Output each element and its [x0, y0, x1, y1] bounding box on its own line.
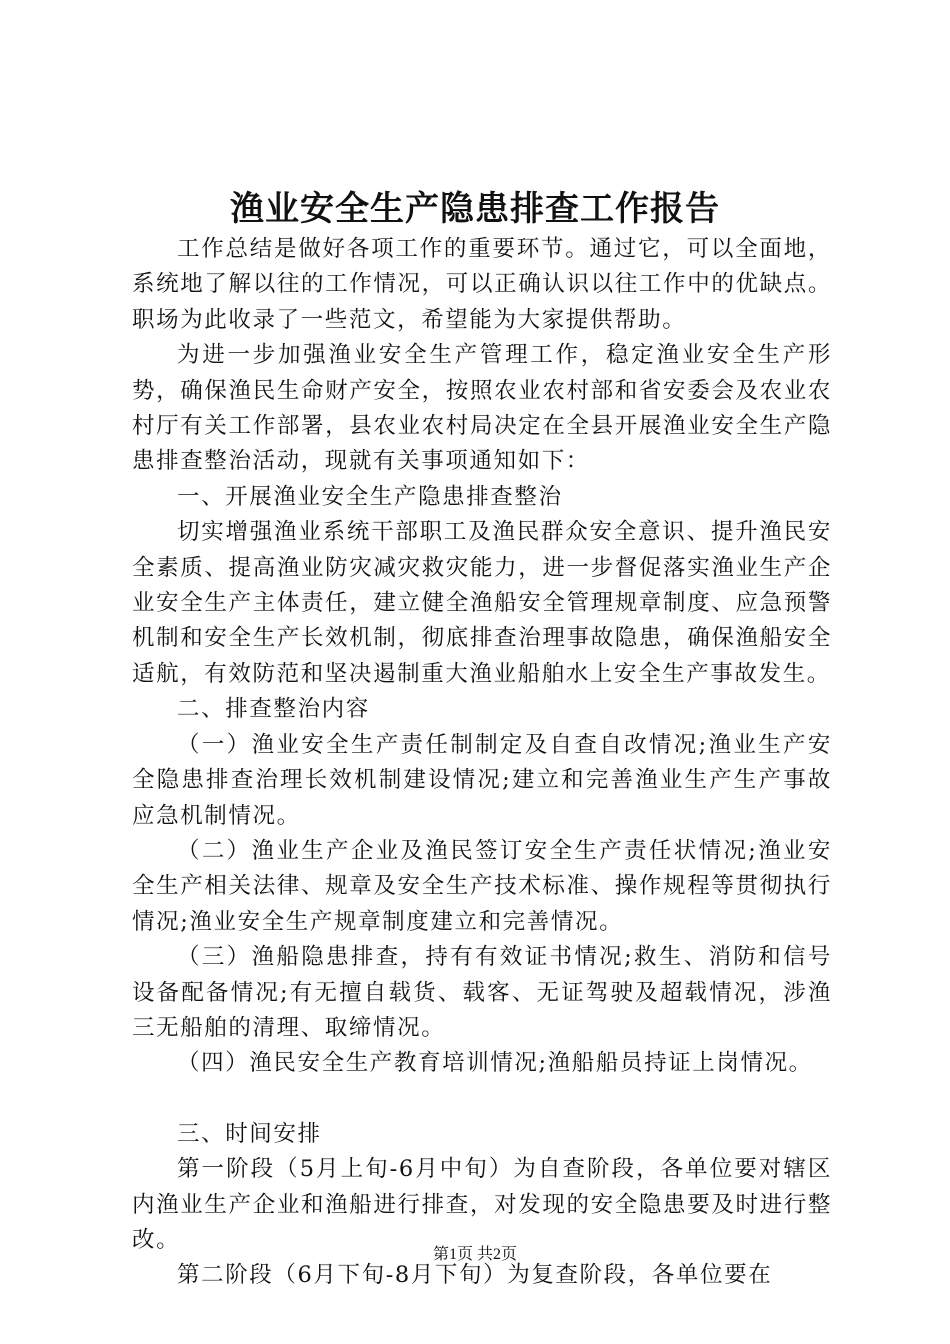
- paragraph-notice: 为进一步加强渔业安全生产管理工作，稳定渔业安全生产形势，确保渔民生命财产安全，按照农业农村部和省安委会及农业农村厅有关工作部署，县农业农村局决定在全县开展渔业安全生产隐患排查整治活动，现就有关事项通知如下：: [132, 342, 832, 475]
- paragraph-item-3: （三）渔船隐患排查，持有有效证书情况;救生、消防和信号设备配备情况;有无擅自载货、载客、无证驾驶及超载情况，涉渔三无船舶的清理、取缔情况。: [132, 944, 832, 1041]
- section-heading-2: 二、排查整治内容: [177, 696, 370, 723]
- paragraph-item-1: （一）渔业安全生产责任制制定及自查自改情况;渔业生产安全隐患排查治理长效机制建设情况;建立和完善渔业生产生产事故应急机制情况。: [132, 731, 832, 829]
- page-indicator: 第1页 共2页: [432, 1246, 517, 1263]
- paragraph-intro: 工作总结是做好各项工作的重要环节。通过它，可以全面地，系统地了解以往的工作情况，可以正确认识以往工作中的优缺点。职场为此收录了一些范文，希望能为大家提供帮助。: [132, 236, 832, 333]
- paragraph-phase-1: 第一阶段（5月上旬-6月中旬）为自查阶段，各单位要对辖区内渔业生产企业和渔船进行排查，对发现的安全隐患要及时进行整改。: [132, 1156, 832, 1253]
- document-body: [132, 232, 832, 1294]
- paragraph-item-2: （二）渔业生产企业及渔民签订安全生产责任状情况;渔业安全生产相关法律、规章及安全生产技术标准、操作规程等贯彻执行情况;渔业安全生产规章制度建立和完善情况。: [132, 837, 832, 935]
- section-heading-3: 三、时间安排: [177, 1120, 322, 1147]
- section-heading-1: 一、开展渔业安全生产隐患排查整治: [177, 483, 563, 510]
- paragraph-item-4: （四）渔民安全生产教育培训情况;渔船船员持证上岗情况。: [177, 1050, 813, 1077]
- document-title: 渔业安全生产隐患排查工作报告: [230, 189, 720, 229]
- paragraph-phase-2: 第二阶段（6月下旬-8月下旬）为复查阶段，各单位要在: [177, 1262, 773, 1289]
- paragraph-section-1: 切实增强渔业系统干部职工及渔民群众安全意识、提升渔民安全素质、提高渔业防灾减灾救灾能力，进一步督促落实渔业生产企业安全生产主体责任，建立健全渔船安全管理规章制度、应急预警机制和安全生产长效机制，彻底排查治理事故隐患，确保渔船安全适航，有效防范和坚决遏制重大渔业船舶水上安全生产事故发生。: [132, 519, 832, 687]
